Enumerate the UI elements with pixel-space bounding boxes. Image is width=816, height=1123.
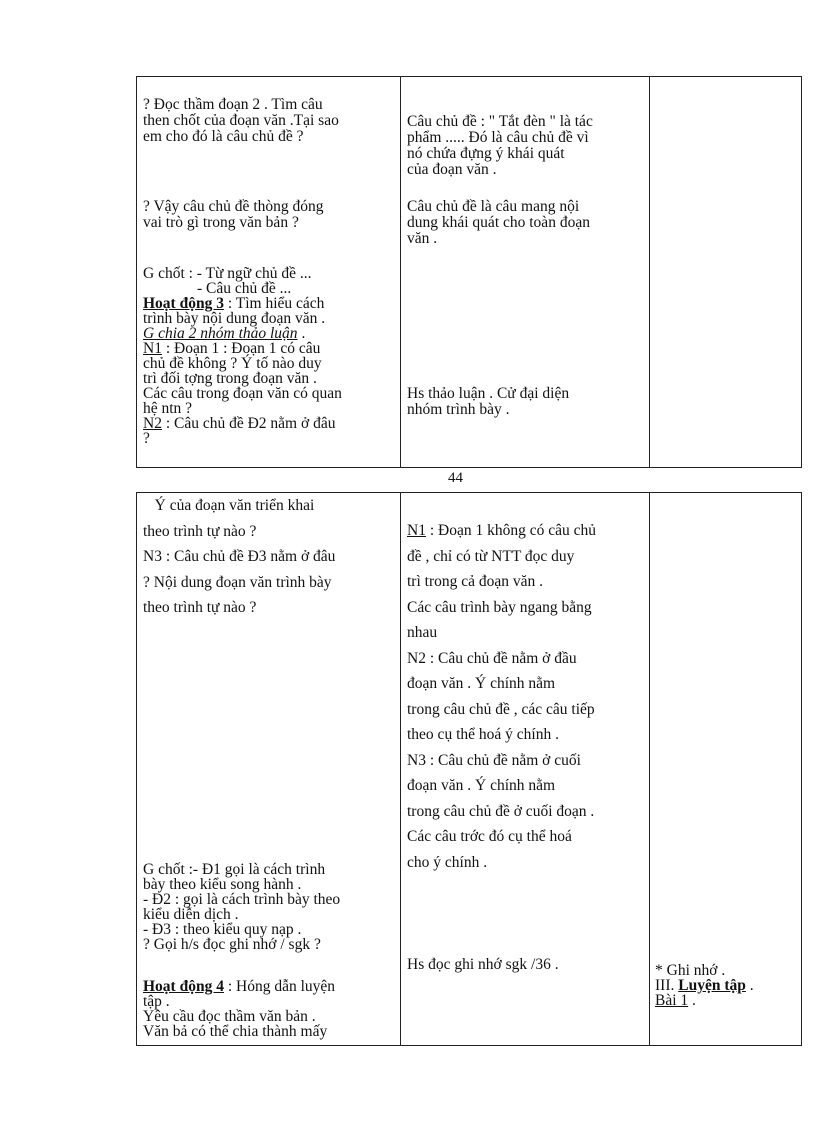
notes-block — [655, 963, 754, 1008]
text-line: trong câu chủ đề ở cuối đoạn . — [407, 802, 595, 820]
text-line: phẩm ..... Đó là câu chủ đề vì — [407, 129, 589, 146]
text-line: chủ đề không ? Ý tố nào duy — [143, 355, 322, 372]
group-label: N1 — [407, 522, 426, 539]
text-line: N3 : Câu chủ đề Đ3 nằm ở đâu — [143, 548, 336, 565]
text-line: N3 : Câu chủ đề nằm ở cuối — [407, 751, 581, 769]
text-line: G chia 2 nhóm thảo luận . — [143, 325, 306, 342]
text-line: dung khái quát cho toàn đoạn — [407, 214, 590, 231]
text-line: bày theo kiểu song hành . — [143, 876, 302, 893]
text-line: Câu chủ đề là câu mang nội — [407, 198, 580, 215]
text-line: theo trình tự nào ? — [143, 522, 257, 540]
text-line: tập . — [143, 993, 170, 1010]
text-line: theo cụ thể hoá ý chính . — [407, 726, 559, 743]
summary-block — [143, 862, 340, 952]
question-block — [143, 199, 324, 231]
text-line: Yêu cầu đọc thầm văn bản . — [143, 1008, 316, 1025]
notes-column — [655, 493, 795, 1045]
text-line: vai trò gì trong văn bản ? — [143, 214, 299, 231]
section-heading: Luyện tập — [678, 977, 746, 994]
text-line — [407, 518, 596, 544]
text-line: của đoạn văn . — [407, 161, 497, 178]
student-column — [407, 77, 647, 467]
text-line: đoạn văn . Ý chính nằm — [407, 675, 556, 692]
text-line: kiểu diễn dịch . — [143, 906, 239, 923]
text-line: nhóm trình bày . — [407, 401, 510, 418]
text-line: nó chứa đựng ý khái quát — [407, 145, 565, 162]
activity-heading: Hoạt động 3 — [143, 295, 224, 312]
text-line: em cho đó là câu chủ đề ? — [143, 128, 304, 145]
text-line: Các câu trớc đó cụ thể hoá — [407, 828, 572, 845]
text-line: ? Vậy câu chủ đề thòng đóng — [143, 198, 324, 215]
teacher-column — [143, 493, 398, 1045]
text-line: Văn bả có thể chia thành mấy — [143, 1023, 328, 1040]
student-column — [407, 493, 647, 1045]
text-line: ? Gọi h/s đọc ghi nhớ / sgk ? — [143, 936, 321, 953]
text-line: - Đ2 : gọi là cách trình bày theo — [143, 891, 341, 908]
text-line: theo trình tự nào ? — [143, 599, 257, 616]
activity-block — [143, 265, 342, 447]
text-line: G chốt :- Đ1 gọi là cách trình — [143, 861, 326, 878]
activity-heading: Hoạt động 4 — [143, 978, 224, 995]
text-line: N2 : Câu chủ đề Đ2 nằm ở đâu — [143, 415, 336, 432]
column-divider — [649, 493, 650, 1045]
text-line: then chốt của đoạn văn .Tại sao — [143, 112, 339, 129]
text-line: trong câu chủ đề , các câu tiếp — [407, 700, 595, 718]
text-line: Bài 1 . — [655, 992, 696, 1009]
text-line: G chốt : - Từ ngữ chủ đề ... — [143, 265, 312, 282]
text-line: III. Luyện tập . — [655, 977, 754, 994]
text-line: * Ghi nhớ . — [655, 962, 726, 979]
text-line: Câu chủ đề : " Tắt đèn " là tác — [407, 113, 593, 130]
group-text: : Đoạn 1 không có câu chủ — [425, 522, 596, 539]
column-divider — [400, 493, 401, 1045]
text-line: Các câu trình bày ngang bằng — [407, 598, 592, 616]
text-line: đoạn văn . Ý chính nằm — [407, 777, 556, 794]
text-line: ? Đọc thầm đoạn 2 . Tìm câu — [143, 96, 323, 113]
text-line: N2 : Câu chủ đề nằm ở đầu — [407, 649, 577, 667]
text-line: N1 : Đoạn 1 : Đoạn 1 có câu — [143, 340, 321, 357]
text-line: trình bày nội dung đoạn văn . — [143, 310, 326, 327]
text-line: văn . — [407, 230, 438, 247]
answer-block — [407, 386, 569, 418]
text-line: cho ý chính . — [407, 853, 488, 871]
text-line: hệ ntn ? — [143, 400, 193, 417]
text-line: đề , chỉ có từ NTT đọc duy — [407, 547, 575, 565]
answer-block — [407, 957, 559, 973]
answer-block — [407, 518, 596, 875]
table-top — [136, 76, 802, 468]
teacher-column — [143, 77, 398, 467]
text-line: nhau — [407, 624, 438, 641]
text-line: Hoạt động 4 : Hóng dẫn luyện — [143, 978, 336, 995]
text-line: Hoạt động 3 : Tìm hiểu cách — [143, 295, 325, 312]
text-line: trì trong cả đoạn văn . — [407, 573, 544, 590]
text-line: ? — [143, 430, 150, 447]
text-line: Ý của đoạn văn triển khai — [143, 497, 315, 514]
column-divider — [649, 77, 650, 467]
table-bottom — [136, 492, 802, 1046]
question-block — [143, 97, 339, 145]
text-line: Các câu trong đoạn văn có quan — [143, 385, 342, 402]
text-line: Hs đọc ghi nhớ sgk /36 . — [407, 956, 559, 973]
column-divider — [400, 77, 401, 467]
activity-block — [143, 979, 335, 1039]
text-line: ? Nội dung đoạn văn trình bày — [143, 573, 332, 591]
text-line: Hs thảo luận . Cử đại diện — [407, 385, 570, 402]
text-line: trì đối tợng trong đoạn văn . — [143, 370, 317, 387]
answer-block — [407, 114, 593, 178]
text-line: - Câu chủ đề ... — [197, 280, 292, 297]
page-number: 44 — [448, 470, 463, 486]
answer-block — [407, 199, 590, 247]
question-block — [143, 493, 335, 621]
text-line: - Đ3 : theo kiểu quy nạp . — [143, 921, 302, 938]
